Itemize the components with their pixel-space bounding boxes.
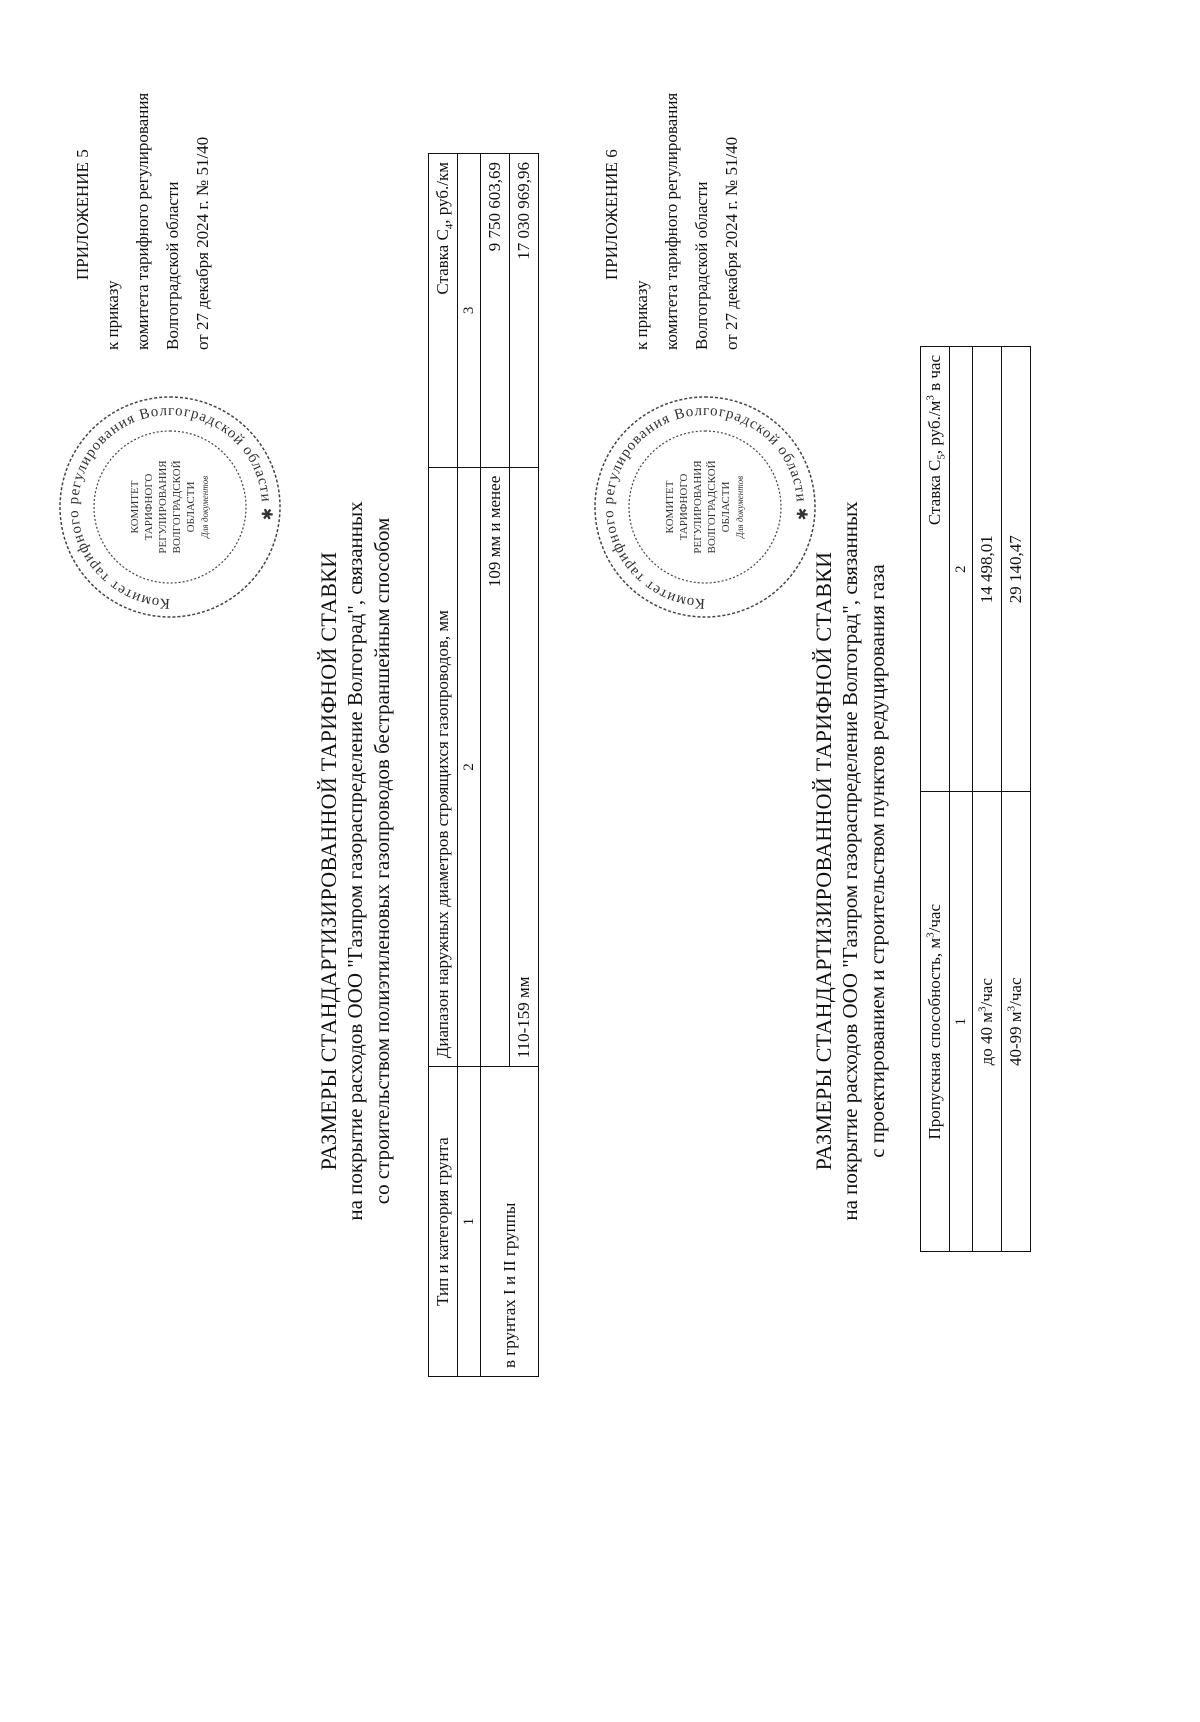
- appendix5-num1: 1: [458, 1067, 481, 1377]
- appendix6-rate-cell: 14 498,01: [973, 347, 1002, 792]
- appendix6-capacity-cell: до 40 $м^3$/час: [973, 792, 1002, 1252]
- appendix6-col-rate: Ставка $С_5$, $руб./м^3$ в час: [921, 347, 950, 792]
- appendix6-stamp-small: Для документов: [735, 475, 745, 539]
- appendix5-header-line1: ПРИЛОЖЕНИЕ 5: [73, 149, 92, 280]
- appendix5-rate-cell: 17 030 969,96: [510, 154, 539, 468]
- appendix5-col-ground: Тип и категория грунта: [429, 1067, 458, 1377]
- appendix6-title: [810, 0, 891, 1722]
- appendix6-stamp-ring-text: Комитет тарифного регулирования Волгоградской области ✱: [600, 402, 810, 612]
- appendix5-title: [315, 0, 396, 1722]
- appendix6-title-line3: с проектированием и строительством пунктов редуцирования газа: [865, 564, 889, 1158]
- appendix5-header-line5: от 27 декабря 2024 г. № 51/40: [193, 136, 212, 350]
- appendix6-num2: 2: [950, 347, 973, 792]
- appendix6-stamp-line4: ВОЛГОГРАДСКОЙ: [706, 460, 718, 554]
- appendix5-table-header: [429, 154, 458, 1377]
- appendix5-stamp-ring-text: Комитет тарифного регулирования Волгоградской области ✱: [65, 402, 275, 612]
- appendix5-num3: 3: [458, 154, 481, 468]
- appendix5-header-line3: комитета тарифного регулирования: [133, 92, 152, 350]
- appendix5-col-rate: Ставка $С_4$, руб./км: [429, 154, 458, 468]
- appendix6-title-main: РАЗМЕРЫ СТАНДАРТИЗИРОВАННОЙ ТАРИФНОЙ СТАВКИ: [811, 551, 836, 1171]
- appendix5-range-cell: 109 мм и менее: [481, 467, 510, 1066]
- appendix5-title-main: РАЗМЕРЫ СТАНДАРТИЗИРОВАННОЙ ТАРИФНОЙ СТАВКИ: [316, 551, 341, 1171]
- appendix6-table-numbers: [950, 347, 973, 1252]
- appendix5-stamp-line2: ТАРИФНОГО: [143, 473, 155, 541]
- appendix5-ground-cell: в грунтах I и II группы: [481, 1067, 539, 1377]
- appendix5-title-line2: на покрытие расходов ООО "Газпром газораспределение Волгоград", связанных: [343, 501, 367, 1221]
- appendix6-rate-cell: 29 140,47: [1002, 347, 1031, 792]
- table-row: [1002, 347, 1031, 1252]
- appendix5-stamp: [55, 392, 285, 622]
- appendix5-stamp-line4: ВОЛГОГРАДСКОЙ: [171, 460, 183, 554]
- appendix6-table-header: [921, 347, 950, 1252]
- appendix6-stamp-line3: РЕГУЛИРОВАНИЯ: [692, 460, 704, 554]
- appendix5-col-range: Диапазон наружных диаметров строящихся газопроводов, мм: [429, 467, 458, 1066]
- appendix6-stamp: [590, 392, 820, 622]
- table-row: [481, 154, 510, 1377]
- appendix6-header-line3: комитета тарифного регулирования: [662, 92, 681, 350]
- appendix5-stamp-line1: КОМИТЕТ: [129, 480, 141, 534]
- appendix6-num1: 1: [950, 792, 973, 1252]
- appendix5-num2: 2: [458, 467, 481, 1066]
- table-row: [973, 347, 1002, 1252]
- appendix5-header: [68, 20, 218, 350]
- appendix5-rate-cell: 9 750 603,69: [481, 154, 510, 468]
- appendix5-stamp-line3: РЕГУЛИРОВАНИЯ: [157, 460, 169, 554]
- appendix6-header-line1: ПРИЛОЖЕНИЕ 6: [602, 149, 621, 280]
- appendix6-stamp-line2: ТАРИФНОГО: [678, 473, 690, 541]
- appendix6-header-line4: Волгоградской области: [692, 181, 711, 350]
- appendix5-table-numbers: [458, 154, 481, 1377]
- appendix5-title-line3: со строительством полиэтиленовых газопроводов бестраншейным способом: [370, 517, 394, 1205]
- appendix5-header-line4: Волгоградской области: [163, 181, 182, 350]
- appendix6-table: [920, 346, 1031, 1252]
- appendix6-stamp-line5: ОБЛАСТИ: [720, 481, 732, 533]
- appendix6-col-capacity: Пропускная способность, $м^3$/час: [921, 792, 950, 1252]
- appendix6-stamp-line1: КОМИТЕТ: [664, 480, 676, 534]
- appendix5-header-line2: к приказу: [103, 280, 122, 350]
- appendix6-header-line5: от 27 декабря 2024 г. № 51/40: [722, 136, 741, 350]
- appendix5-range-cell: 110-159 мм: [510, 467, 539, 1066]
- appendix6-header-line2: к приказу: [632, 280, 651, 350]
- appendix6-capacity-cell: 40-99 $м^3$/час: [1002, 792, 1031, 1252]
- appendix5-stamp-line5: ОБЛАСТИ: [185, 481, 197, 533]
- appendix5-table: [428, 153, 539, 1377]
- appendix6-header: [597, 20, 747, 350]
- appendix5-stamp-small: Для документов: [200, 475, 210, 539]
- appendix6-title-line2: на покрытие расходов ООО "Газпром газораспределение Волгоград", связанных: [838, 501, 862, 1221]
